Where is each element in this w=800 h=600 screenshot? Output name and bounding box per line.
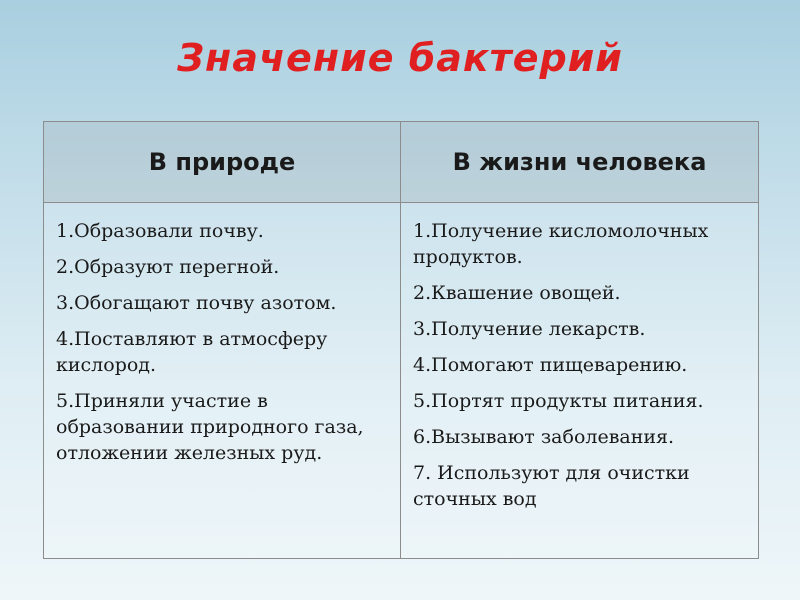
list-item: 6.Вызывают заболевания.	[413, 426, 675, 448]
list-item: 1.Образовали почву.	[56, 220, 264, 242]
nature-column	[44, 203, 401, 558]
list-item: 4.Поставляют в атмосферу кислород.	[56, 328, 328, 376]
bacteria-table	[43, 121, 759, 559]
list-item: 5.Портят продукты питания.	[413, 390, 704, 412]
slide-title: Значение бактерий	[177, 36, 623, 80]
list-item: 1.Получение кисломолочных продуктов.	[413, 220, 709, 268]
list-item: 3.Получение лекарств.	[413, 318, 646, 340]
list-item: 2.Образуют перегной.	[56, 256, 280, 278]
list-item: 7. Используют для очистки сточных вод	[413, 462, 690, 510]
human-life-column	[401, 203, 758, 558]
list-item: 2.Квашение овощей.	[413, 282, 621, 304]
list-item: 3.Обогащают почву азотом.	[56, 292, 337, 314]
header-nature: В природе	[44, 122, 401, 203]
list-item: 4.Помогают пищеварению.	[413, 354, 688, 376]
list-item: 5.Приняли участие в образовании природного газа, отложении железных руд.	[56, 390, 364, 464]
header-human-life: В жизни человека	[401, 122, 758, 203]
